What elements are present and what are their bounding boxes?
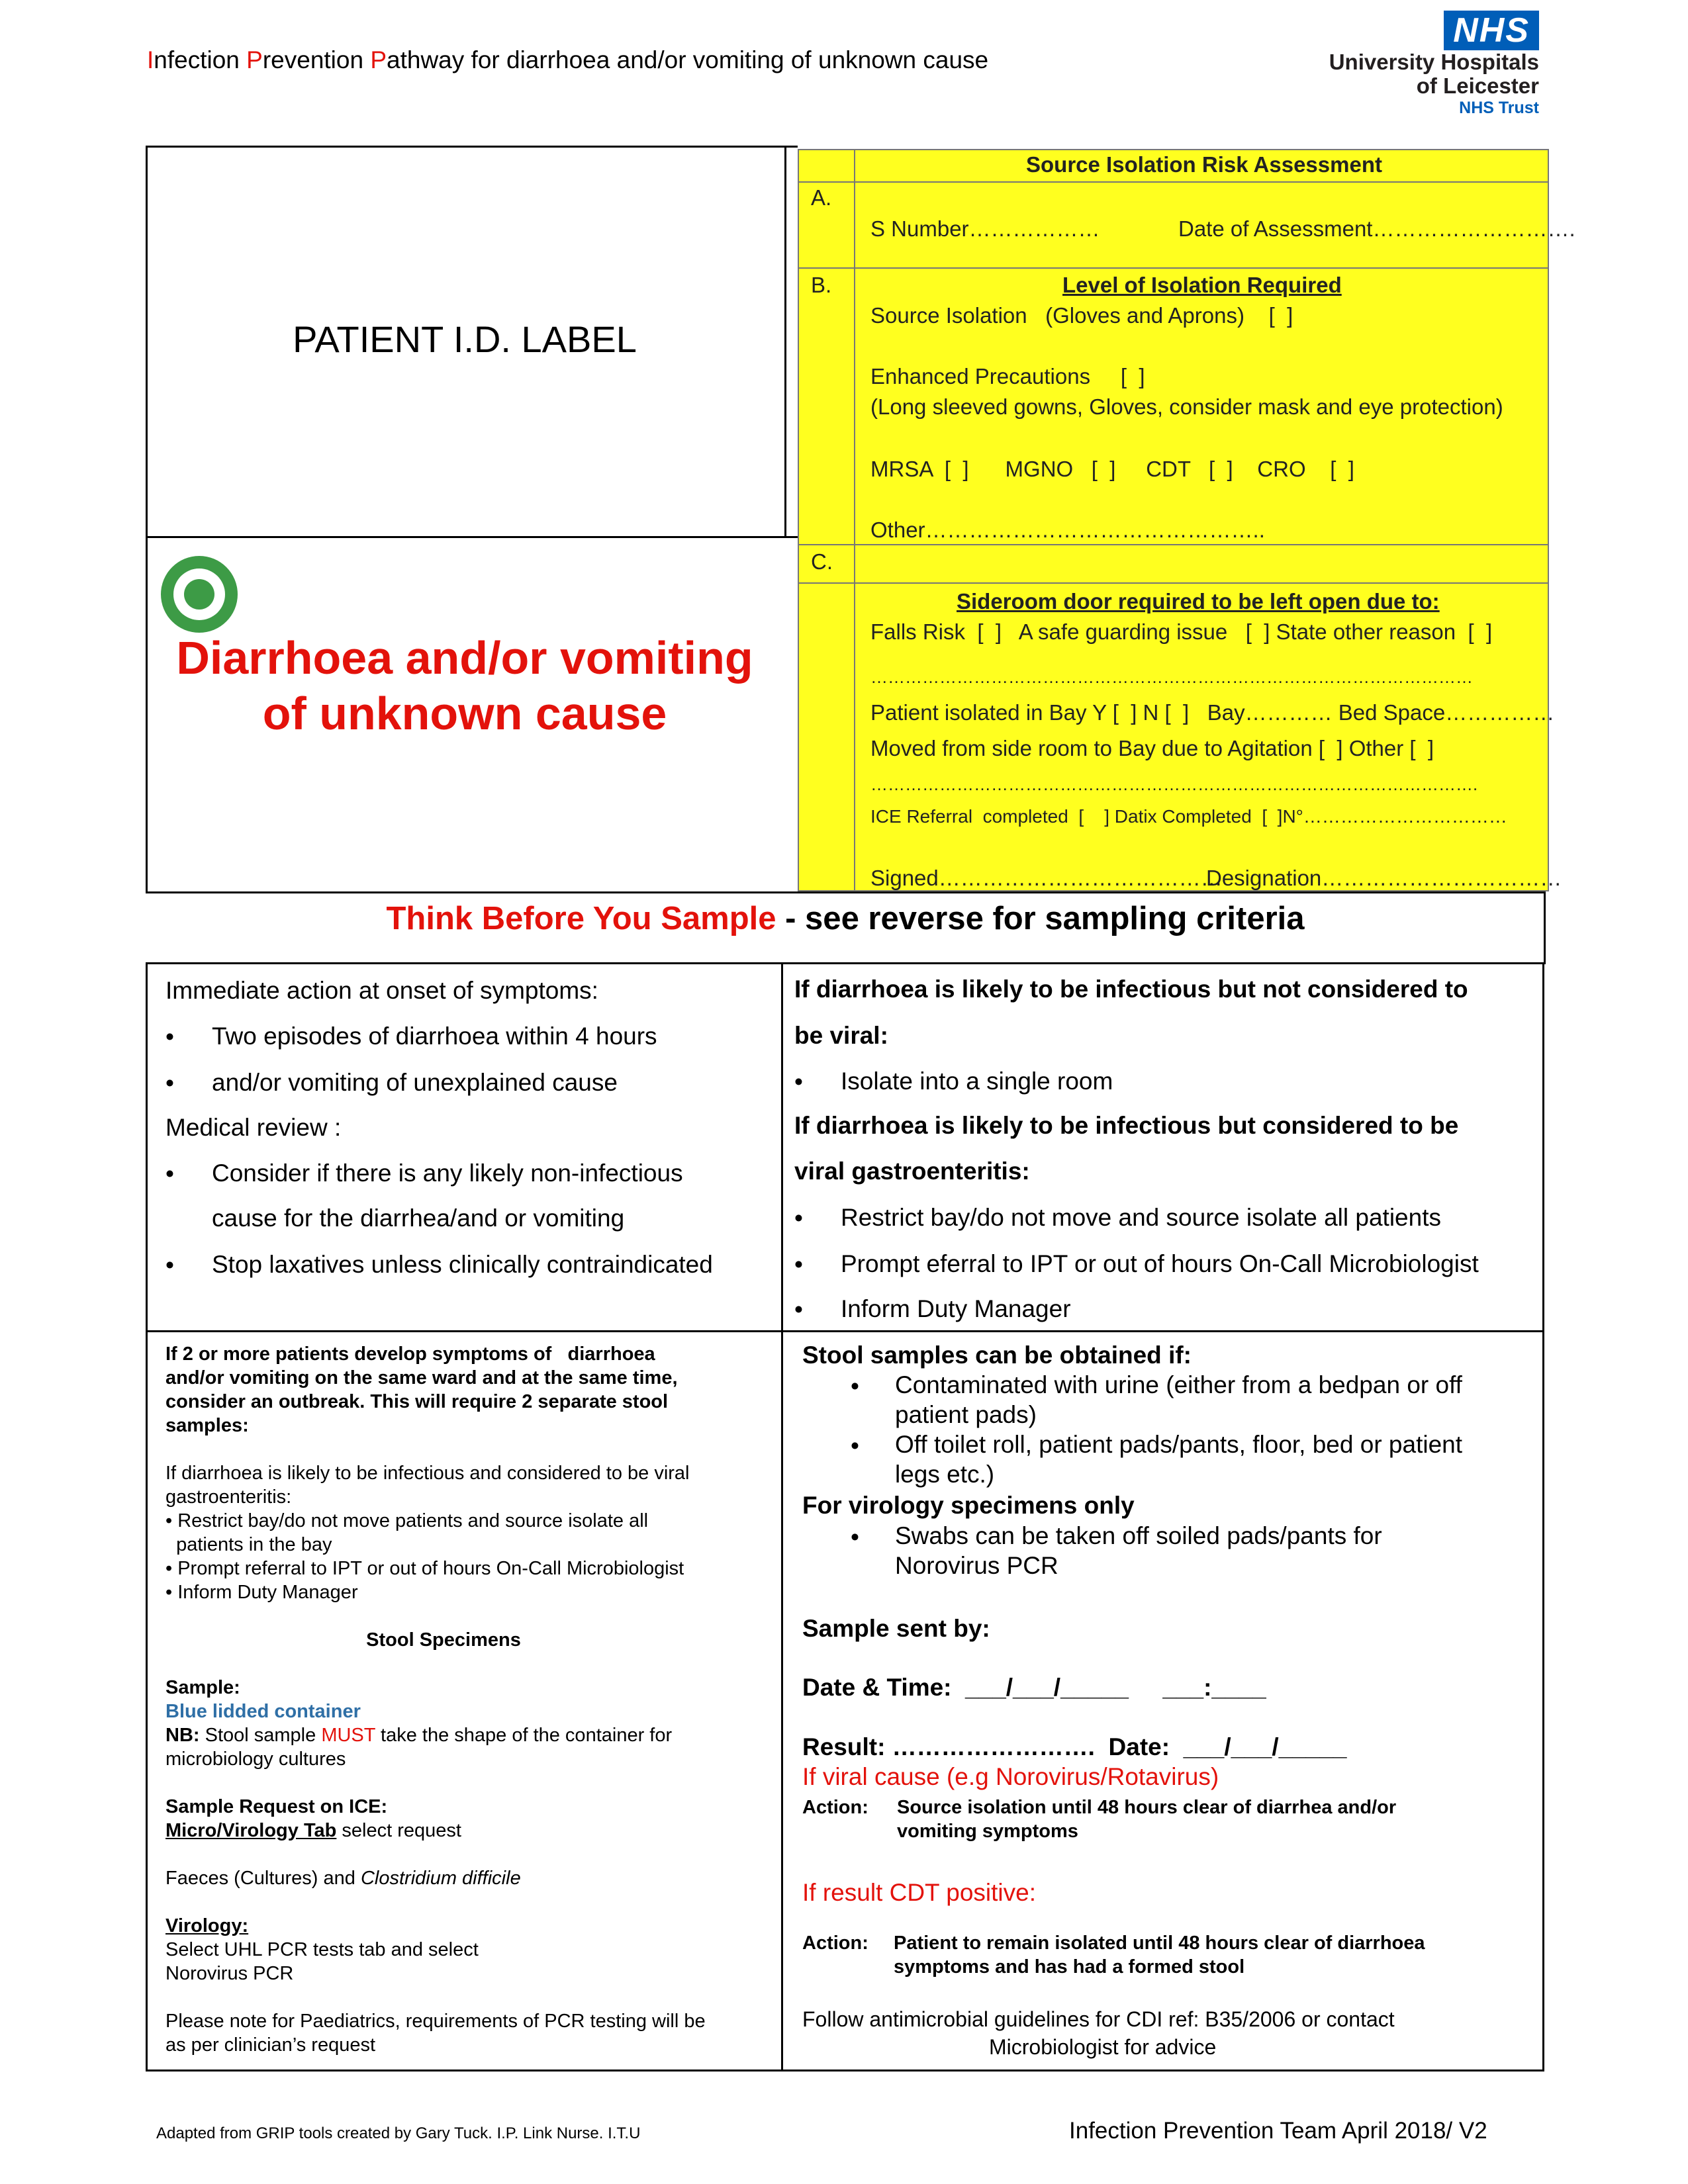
dotted-line: ……………………………………………………………………………………………: [870, 667, 1473, 687]
bullet-icon: •: [851, 1524, 859, 1551]
viral-line: gastroenteritis:: [165, 1486, 292, 1508]
divider: [146, 2070, 1544, 2071]
outbreak-line: samples:: [165, 1415, 249, 1436]
designation-field[interactable]: Designation……………………………: [1206, 866, 1562, 890]
virology-line: Norovirus PCR: [165, 1963, 294, 1984]
action-item: Restrict bay/do not move and source isolate all patients: [841, 1204, 1441, 1231]
action-text: Source isolation until 48 hours clear of diarrhea and/or: [897, 1797, 1397, 1818]
document-title: Infection Prevention Pathway for diarrhoea and/or vomiting of unknown cause: [147, 46, 989, 73]
nhs-logo: [1297, 11, 1539, 118]
outbreak-line: consider an outbreak. This will require 2 separate stool: [165, 1391, 669, 1412]
nb-line: NB: Stool sample MUST take the shape of the container for: [165, 1725, 673, 1746]
divider: [784, 146, 786, 537]
divider: [798, 544, 1549, 545]
sideroom-title: Sideroom door required to be left open due to:: [957, 589, 1440, 614]
stool-specimens-title: Stool Specimens: [366, 1629, 521, 1651]
virology-title: Virology:: [165, 1915, 249, 1936]
divider: [781, 962, 783, 2071]
bullet-icon: •: [851, 1373, 859, 1400]
bullet-icon: •: [165, 1023, 174, 1050]
action-item: Inform Duty Manager: [841, 1295, 1071, 1322]
paediatrics-note: Please note for Paediatrics, requirements of PCR testing will be: [165, 2011, 706, 2032]
sample-value: Blue lidded container: [165, 1701, 361, 1722]
enhanced-detail: (Long sleeved gowns, Gloves, consider mask and eye protection): [870, 394, 1503, 419]
source-isolation-checkbox[interactable]: Source Isolation (Gloves and Aprons) [ ]: [870, 303, 1293, 328]
section-a-label: A.: [811, 185, 832, 210]
sample-sent-by[interactable]: Sample sent by:: [802, 1615, 990, 1642]
s-number-field[interactable]: S Number………………: [870, 216, 1100, 241]
date-of-assessment-field[interactable]: Date of Assessment……………………….: [1178, 216, 1575, 241]
divider: [146, 962, 148, 2071]
date-time-field[interactable]: Date & Time: ___/___/_____ ___:____: [802, 1674, 1266, 1701]
action-item: Prompt eferral to IPT or out of hours On-Call Microbiologist: [841, 1250, 1479, 1277]
restrict-item-cont: patients in the bay: [165, 1534, 332, 1555]
virology-condition: Swabs can be taken off soiled pads/pants for: [895, 1522, 1382, 1549]
divider: [798, 582, 1549, 584]
viral-heading: If diarrhoea is likely to be infectious but considered to be: [794, 1112, 1459, 1139]
faeces-line: Faeces (Cultures) and Clostridium difficile: [165, 1868, 521, 1889]
nb-line-cont: microbiology cultures: [165, 1749, 346, 1770]
divider: [146, 146, 148, 893]
badge-core: [184, 579, 214, 610]
bullet-icon: •: [794, 1251, 803, 1278]
bullet-icon: •: [851, 1432, 859, 1459]
action-text: Patient to remain isolated until 48 hours clear of diarrhoea: [894, 1933, 1425, 1954]
ice-referral-line[interactable]: ICE Referral completed [ ] Datix Completed [ ]N°……………………………: [870, 806, 1507, 827]
divider: [146, 962, 1546, 964]
divider: [1542, 962, 1544, 2071]
bullet-icon: •: [794, 1296, 803, 1323]
organism-checkboxes[interactable]: MRSA [ ] MGNO [ ] CDT [ ] CRO [ ]: [870, 457, 1354, 481]
bullet-icon: •: [794, 1205, 803, 1232]
action-item: Isolate into a single room: [841, 1068, 1113, 1095]
headline: [147, 630, 782, 741]
stool-condition-cont: legs etc.): [895, 1461, 995, 1488]
headline-line-2: of unknown cause: [262, 688, 667, 739]
stool-condition: Contaminated with urine (either from a bedpan or off: [895, 1371, 1462, 1398]
divider: [854, 149, 855, 891]
outbreak-section: [165, 1342, 774, 2057]
action-label: Action:: [802, 1797, 868, 1818]
virology-condition-cont: Norovirus PCR: [895, 1552, 1058, 1579]
ice-line: Micro/Virology Tab select request: [165, 1820, 461, 1841]
bullet-icon: •: [794, 1068, 803, 1095]
action-text-cont: vomiting symptoms: [897, 1821, 1078, 1842]
level-title: Level of Isolation Required: [1062, 273, 1342, 297]
not-viral-heading-cont: be viral:: [794, 1022, 888, 1049]
bullet-icon: •: [165, 1069, 174, 1097]
stool-samples-title: Stool samples can be obtained if:: [802, 1342, 1192, 1369]
inform-item: • Inform Duty Manager: [165, 1582, 358, 1603]
follow-line-cont: Microbiologist for advice: [989, 2035, 1217, 2059]
moved-line[interactable]: Moved from side room to Bay due to Agitation [ ] Other [ ]: [870, 736, 1434, 760]
footer-version: Infection Prevention Team April 2018/ V2: [1069, 2118, 1487, 2144]
stool-condition: Off toilet roll, patient pads/pants, floor, bed or patient: [895, 1431, 1463, 1458]
bay-line[interactable]: Patient isolated in Bay Y [ ] N [ ] Bay………… Bed Space……………: [870, 700, 1555, 725]
outbreak-line: and/or vomiting on the same ward and at the same time,: [165, 1367, 678, 1388]
other-field[interactable]: Other………………………………………..: [870, 518, 1265, 542]
referral-item: • Prompt referral to IPT or out of hours On-Call Microbiologist: [165, 1558, 684, 1579]
immediate-action-heading: Immediate action at onset of symptoms:: [165, 977, 598, 1004]
sample-label: Sample:: [165, 1677, 240, 1698]
restrict-item: • Restrict bay/do not move patients and source isolate all: [165, 1510, 649, 1531]
headline-line-1: Diarrhoea and/or vomiting: [176, 632, 753, 684]
logo-trust: NHS Trust: [1459, 99, 1539, 117]
virology-specimens-title: For virology specimens only: [802, 1492, 1135, 1519]
divider: [146, 536, 798, 538]
review-item: Consider if there is any likely non-infectious: [212, 1160, 683, 1187]
patient-id-label: PATIENT I.D. LABEL: [293, 318, 637, 360]
falls-risk-checkboxes[interactable]: Falls Risk [ ] A safe guarding issue [ ] State other reason [ ]: [870, 619, 1493, 644]
outbreak-line: If 2 or more patients develop symptoms of diarrhoea: [165, 1343, 655, 1365]
paediatrics-note-cont: as per clinician’s request: [165, 2034, 376, 2056]
divider: [146, 891, 1546, 893]
not-viral-heading: If diarrhoea is likely to be infectious but not considered to: [794, 976, 1468, 1003]
review-item: Stop laxatives unless clinically contraindicated: [212, 1251, 713, 1278]
bullet-icon: •: [165, 1251, 174, 1279]
action-label: Action:: [802, 1933, 868, 1954]
divider: [1544, 891, 1546, 964]
follow-line: Follow antimicrobial guidelines for CDI ref: B35/2006 or contact: [802, 2007, 1395, 2031]
section-c-label: C.: [811, 549, 833, 574]
stool-condition-cont: patient pads): [895, 1401, 1037, 1428]
enhanced-precautions-checkbox[interactable]: Enhanced Precautions [ ]: [870, 364, 1145, 388]
section-b-label: B.: [811, 273, 832, 297]
viral-heading-cont: viral gastroenteritis:: [794, 1158, 1030, 1185]
nhs-logo-box: NHS: [1444, 11, 1539, 50]
symptom-item: Two episodes of diarrhoea within 4 hours: [212, 1023, 657, 1050]
follow-guidelines: [802, 2005, 1537, 2061]
immediate-action-section: [165, 968, 774, 1014]
action-text-cont: symptoms and has had a formed stool: [894, 1956, 1245, 1978]
bullet-icon: •: [165, 1160, 174, 1187]
virology-line: Select UHL PCR tests tab and select: [165, 1939, 479, 1960]
logo-line-1: University Hospitals: [1329, 50, 1539, 74]
think-banner: Think Before You Sample - see reverse for sampling criteria: [386, 901, 1305, 936]
medical-review-heading: Medical review :: [165, 1114, 342, 1141]
divider: [798, 181, 1549, 183]
review-item-cont: cause for the diarrhea/and or vomiting: [212, 1205, 625, 1232]
signed-field[interactable]: Signed…………………………………: [870, 866, 1223, 890]
divider: [146, 146, 798, 148]
cdt-positive-heading: If result CDT positive:: [802, 1879, 1036, 1906]
ice-title: Sample Request on ICE:: [165, 1796, 388, 1817]
logo-line-2: of Leicester: [1416, 73, 1539, 98]
symptom-item: and/or vomiting of unexplained cause: [212, 1069, 618, 1096]
divider: [798, 267, 1549, 269]
viral-cause-heading: If viral cause (e.g Norovirus/Rotavirus): [802, 1763, 1219, 1790]
footer-credit: Adapted from GRIP tools created by Gary Tuck. I.P. Link Nurse. I.T.U: [156, 2124, 641, 2142]
result-field[interactable]: Result: ……………………. Date: ___/___/_____: [802, 1733, 1347, 1760]
dotted-line: …………………………………………………………………………………………….: [870, 774, 1478, 794]
risk-title: Source Isolation Risk Assessment: [1026, 152, 1382, 177]
viral-line: If diarrhoea is likely to be infectious and considered to be viral: [165, 1463, 690, 1484]
